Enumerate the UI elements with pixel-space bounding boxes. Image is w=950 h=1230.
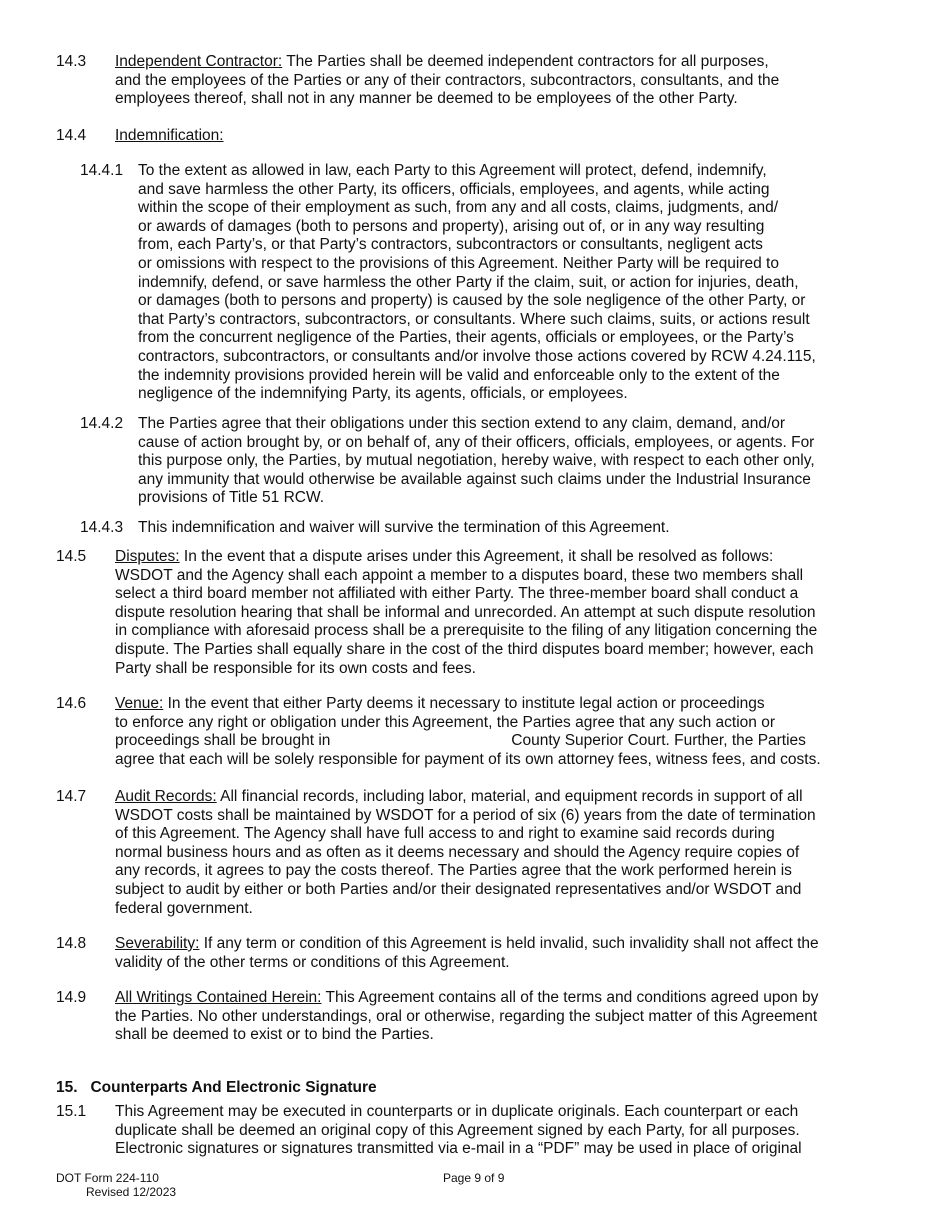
- clause-number: 14.3: [56, 53, 87, 70]
- clause-body: In the event that a dispute arises under this Agreement, it shall be resolved as follows: WSDOT and the Agency shall each appoint a member to a disputes board, these two members shall select a third board member not affiliated with either Party. The three-member board shall conduct a dispute resolution hearing that shall be informal and unrecorded. An attempt at such dispute resolution in compliance with aforesaid process shall be a prerequisite to the filing of any litigation concerning the dispute. The Parties shall equally share in the cost of the third disputes board member; however, each Party shall be responsible for its own costs and fees.: [115, 548, 818, 677]
- clause-number: 14.4.3: [80, 519, 124, 536]
- clause-heading: Venue:: [115, 695, 164, 712]
- clause-number: 14.5: [56, 548, 87, 565]
- clause-text: [115, 695, 935, 769]
- clause-body: The Parties shall be deemed independent contractors for all purposes, and the employees of the Parties or any of their contractors, subcontractors, consultants, and the employees thereof, shall not in any manner be deemed to be employees of the other Party.: [115, 53, 780, 108]
- clause-text: [115, 53, 915, 109]
- clause-heading: Audit Records:: [115, 788, 217, 805]
- footer-form-number: DOT Form 224-110: [56, 1171, 159, 1185]
- clause-body: To the extent as allowed in law, each Party to this Agreement will protect, defend, indemnify, and save harmless the other Party, its officers, officials, employees, and agents, while acting within the scope of their employment as such, from any and all costs, claims, judgments, and/ or awards of damages (both to persons and property), arising out of, or in any way resulting from, each Party’s, or that Party’s contractors, subcontractors or consultants, negligent acts or omissions with respect to the provisions of this Agreement. Neither Party will be required to indemnify, defend, or save harmless the other Party if the claim, suit, or action for injuries, death, or damages (both to persons and property) is caused by the sole negligence of the other Party, or that Party’s contractors, subcontractors, or consultants. Where such claims, suits, or actions result from the concurrent negligence of the Parties, their agents, officials or employees, or the Party’s contractors, subcontractors, or consultants and/or involve those actions covered by RCW 4.24.115, the indemnity provisions provided herein will be valid and enforceable only to the extent of the negligence of the indemnifying Party, its agents, officials, or employees.: [138, 162, 816, 403]
- clause-body: All financial records, including labor, material, and equipment records in support of all WSDOT costs shall be maintained by WSDOT for a period of six (6) years from the date of termination of this Agreement. The Agency shall have full access to and right to examine said records during normal business hours and as often as it deems necessary and should the Agency require copies of any records, it agrees to pay the costs thereof. The Parties agree that the work performed herein is subject to audit by either or both Parties and/or their designated representatives and/or WSDOT and federal government.: [115, 788, 816, 917]
- clause-body: The Parties agree that their obligations under this section extend to any claim, demand, and/or cause of action brought by, or on behalf of, any of their officers, officials, employees, or agents. For this purpose only, the Parties, by mutual negotiation, hereby waive, with respect to each other only, any immunity that would otherwise be available against such claims under the Industrial Insurance provisions of Title 51 RCW.: [138, 415, 815, 507]
- clause-text: [115, 548, 935, 678]
- clause-body: This Agreement contains all of the terms and conditions agreed upon by the Parties. No other understandings, oral or otherwise, regarding the subject matter of this Agreement shall be deemed to exist or to bind the Parties.: [115, 989, 819, 1044]
- clause-number: 14.4.2: [80, 415, 124, 432]
- clause-body: If any term or condition of this Agreement is held invalid, such invalidity shall not affect the validity of the other terms or conditions of this Agreement.: [115, 935, 819, 971]
- clause-number: 14.4.1: [80, 162, 124, 179]
- footer-revised: Revised 12/2023: [86, 1185, 177, 1199]
- clause-number: 15.1: [56, 1103, 87, 1120]
- clause-text: [115, 127, 915, 146]
- clause-body: This indemnification and waiver will survive the termination of this Agreement.: [138, 519, 670, 536]
- clause-heading: Severability:: [115, 935, 200, 952]
- clause-number: 14.6: [56, 695, 87, 712]
- clause-body: In the event that either Party deems it necessary to institute legal action or proceedings to enforce any right or obligation under this Agreement, the Parties agree that any such action or proceedings shall be brought in County Superior Court. Further, the Parties agree that each will be solely responsible for payment of its own attorney fees, witness fees, and costs.: [115, 695, 821, 768]
- section-heading: 15. Counterparts And Electronic Signature: [56, 1079, 377, 1096]
- clause-number: 14.7: [56, 788, 87, 805]
- clause-text: [115, 989, 935, 1045]
- clause-text: [115, 935, 935, 972]
- clause-number: 14.8: [56, 935, 87, 952]
- clause-heading: Disputes:: [115, 548, 180, 565]
- clause-heading: Independent Contractor:: [115, 53, 283, 70]
- clause-body: This Agreement may be executed in counterparts or in duplicate originals. Each counterpart or each duplicate shall be deemed an original copy of this Agreement signed by each Party, for all purposes. Electronic signatures or signatures transmitted via e-mail in a “PDF” may be used in place of original: [115, 1103, 802, 1158]
- footer-page-number: Page 9 of 9: [443, 1171, 505, 1185]
- clause-text: [115, 788, 935, 918]
- clause-number: 14.9: [56, 989, 87, 1006]
- clause-number: 14.4: [56, 127, 87, 144]
- clause-heading: Indemnification:: [115, 127, 224, 144]
- clause-heading: All Writings Contained Herein:: [115, 989, 322, 1006]
